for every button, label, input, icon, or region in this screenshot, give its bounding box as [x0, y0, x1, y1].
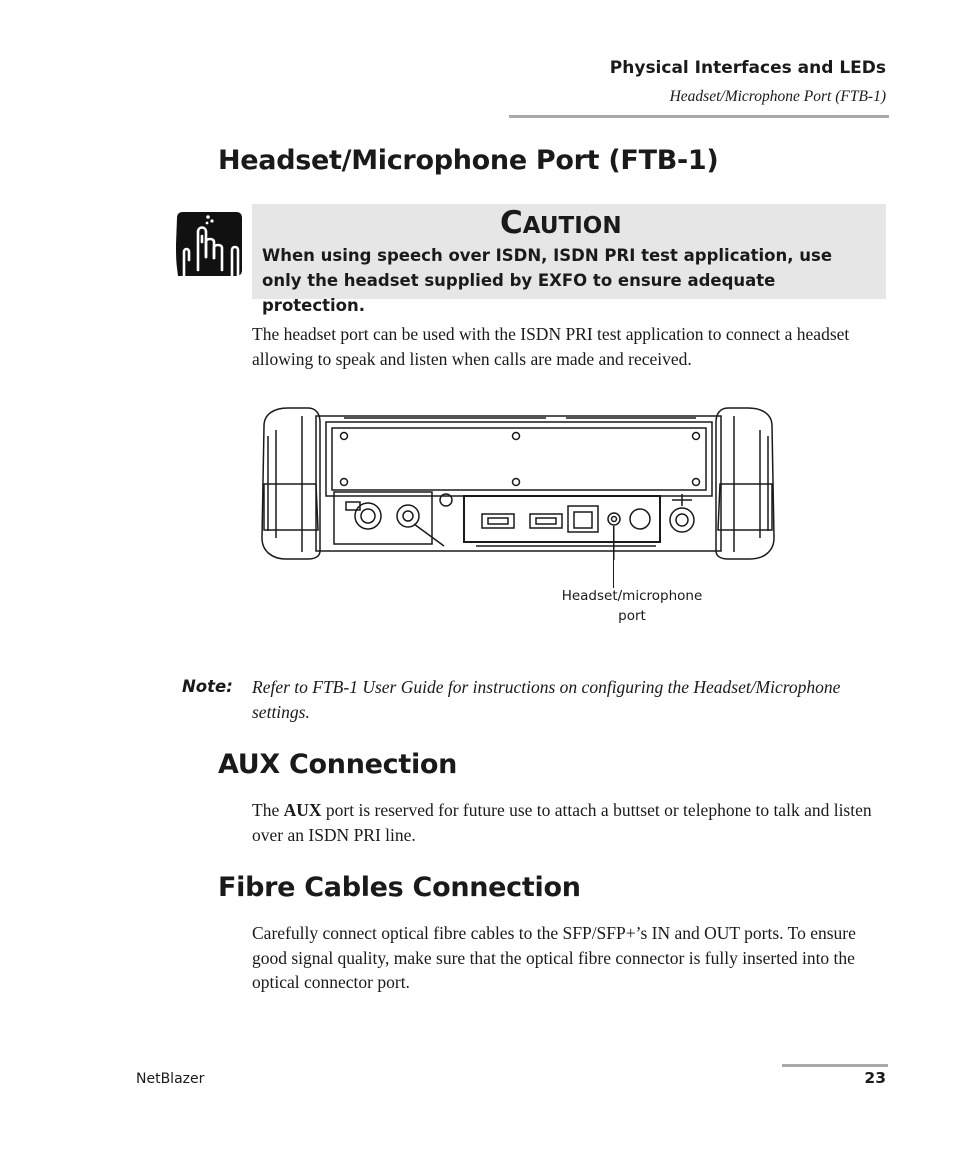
page-number: 23 [864, 1069, 886, 1087]
section-heading-aux: AUX Connection [218, 749, 458, 780]
aux-paragraph: The AUX port is reserved for future use to attach a buttset or telephone to talk and listen over an ISDN PRI line. [252, 800, 872, 845]
caution-hand-icon [174, 212, 244, 280]
running-header-title: Physical Interfaces and LEDs [609, 58, 886, 78]
section-heading-headset: Headset/Microphone Port (FTB-1) [218, 145, 719, 176]
callout-line-1: Headset/microphone [561, 588, 703, 604]
callout-line-2: port [618, 607, 646, 624]
caution-title: CAUTION [500, 205, 622, 241]
note-text: Refer to FTB-1 User Guide for instructions on configuring the Headset/Microphone settings. [252, 677, 841, 722]
headset-port-callout [552, 587, 712, 626]
note-label: Note: [182, 677, 233, 696]
running-header-subtitle: Headset/Microphone Port (FTB-1) [669, 88, 886, 105]
header-rule [509, 115, 889, 118]
device-illustration [256, 406, 780, 560]
headset-paragraph: The headset port can be used with the ISDN PRI test application to connect a headset allowing to speak and listen when calls are made and received. [252, 324, 850, 369]
caution-text: When using speech over ISDN, ISDN PRI test application, use only the headset supplied by EXFO to ensure adequate protection. [262, 246, 833, 315]
fibre-paragraph: Carefully connect optical fibre cables to the SFP/SFP+’s IN and OUT ports. To ensure good signal quality, make sure that the optical fibre connector is fully inserted into the optical connector port. [252, 923, 856, 992]
callout-leader-line [613, 526, 614, 588]
section-heading-fibre: Fibre Cables Connection [218, 872, 581, 903]
footer-product: NetBlazer [136, 1071, 205, 1087]
footer-rule [782, 1064, 888, 1067]
